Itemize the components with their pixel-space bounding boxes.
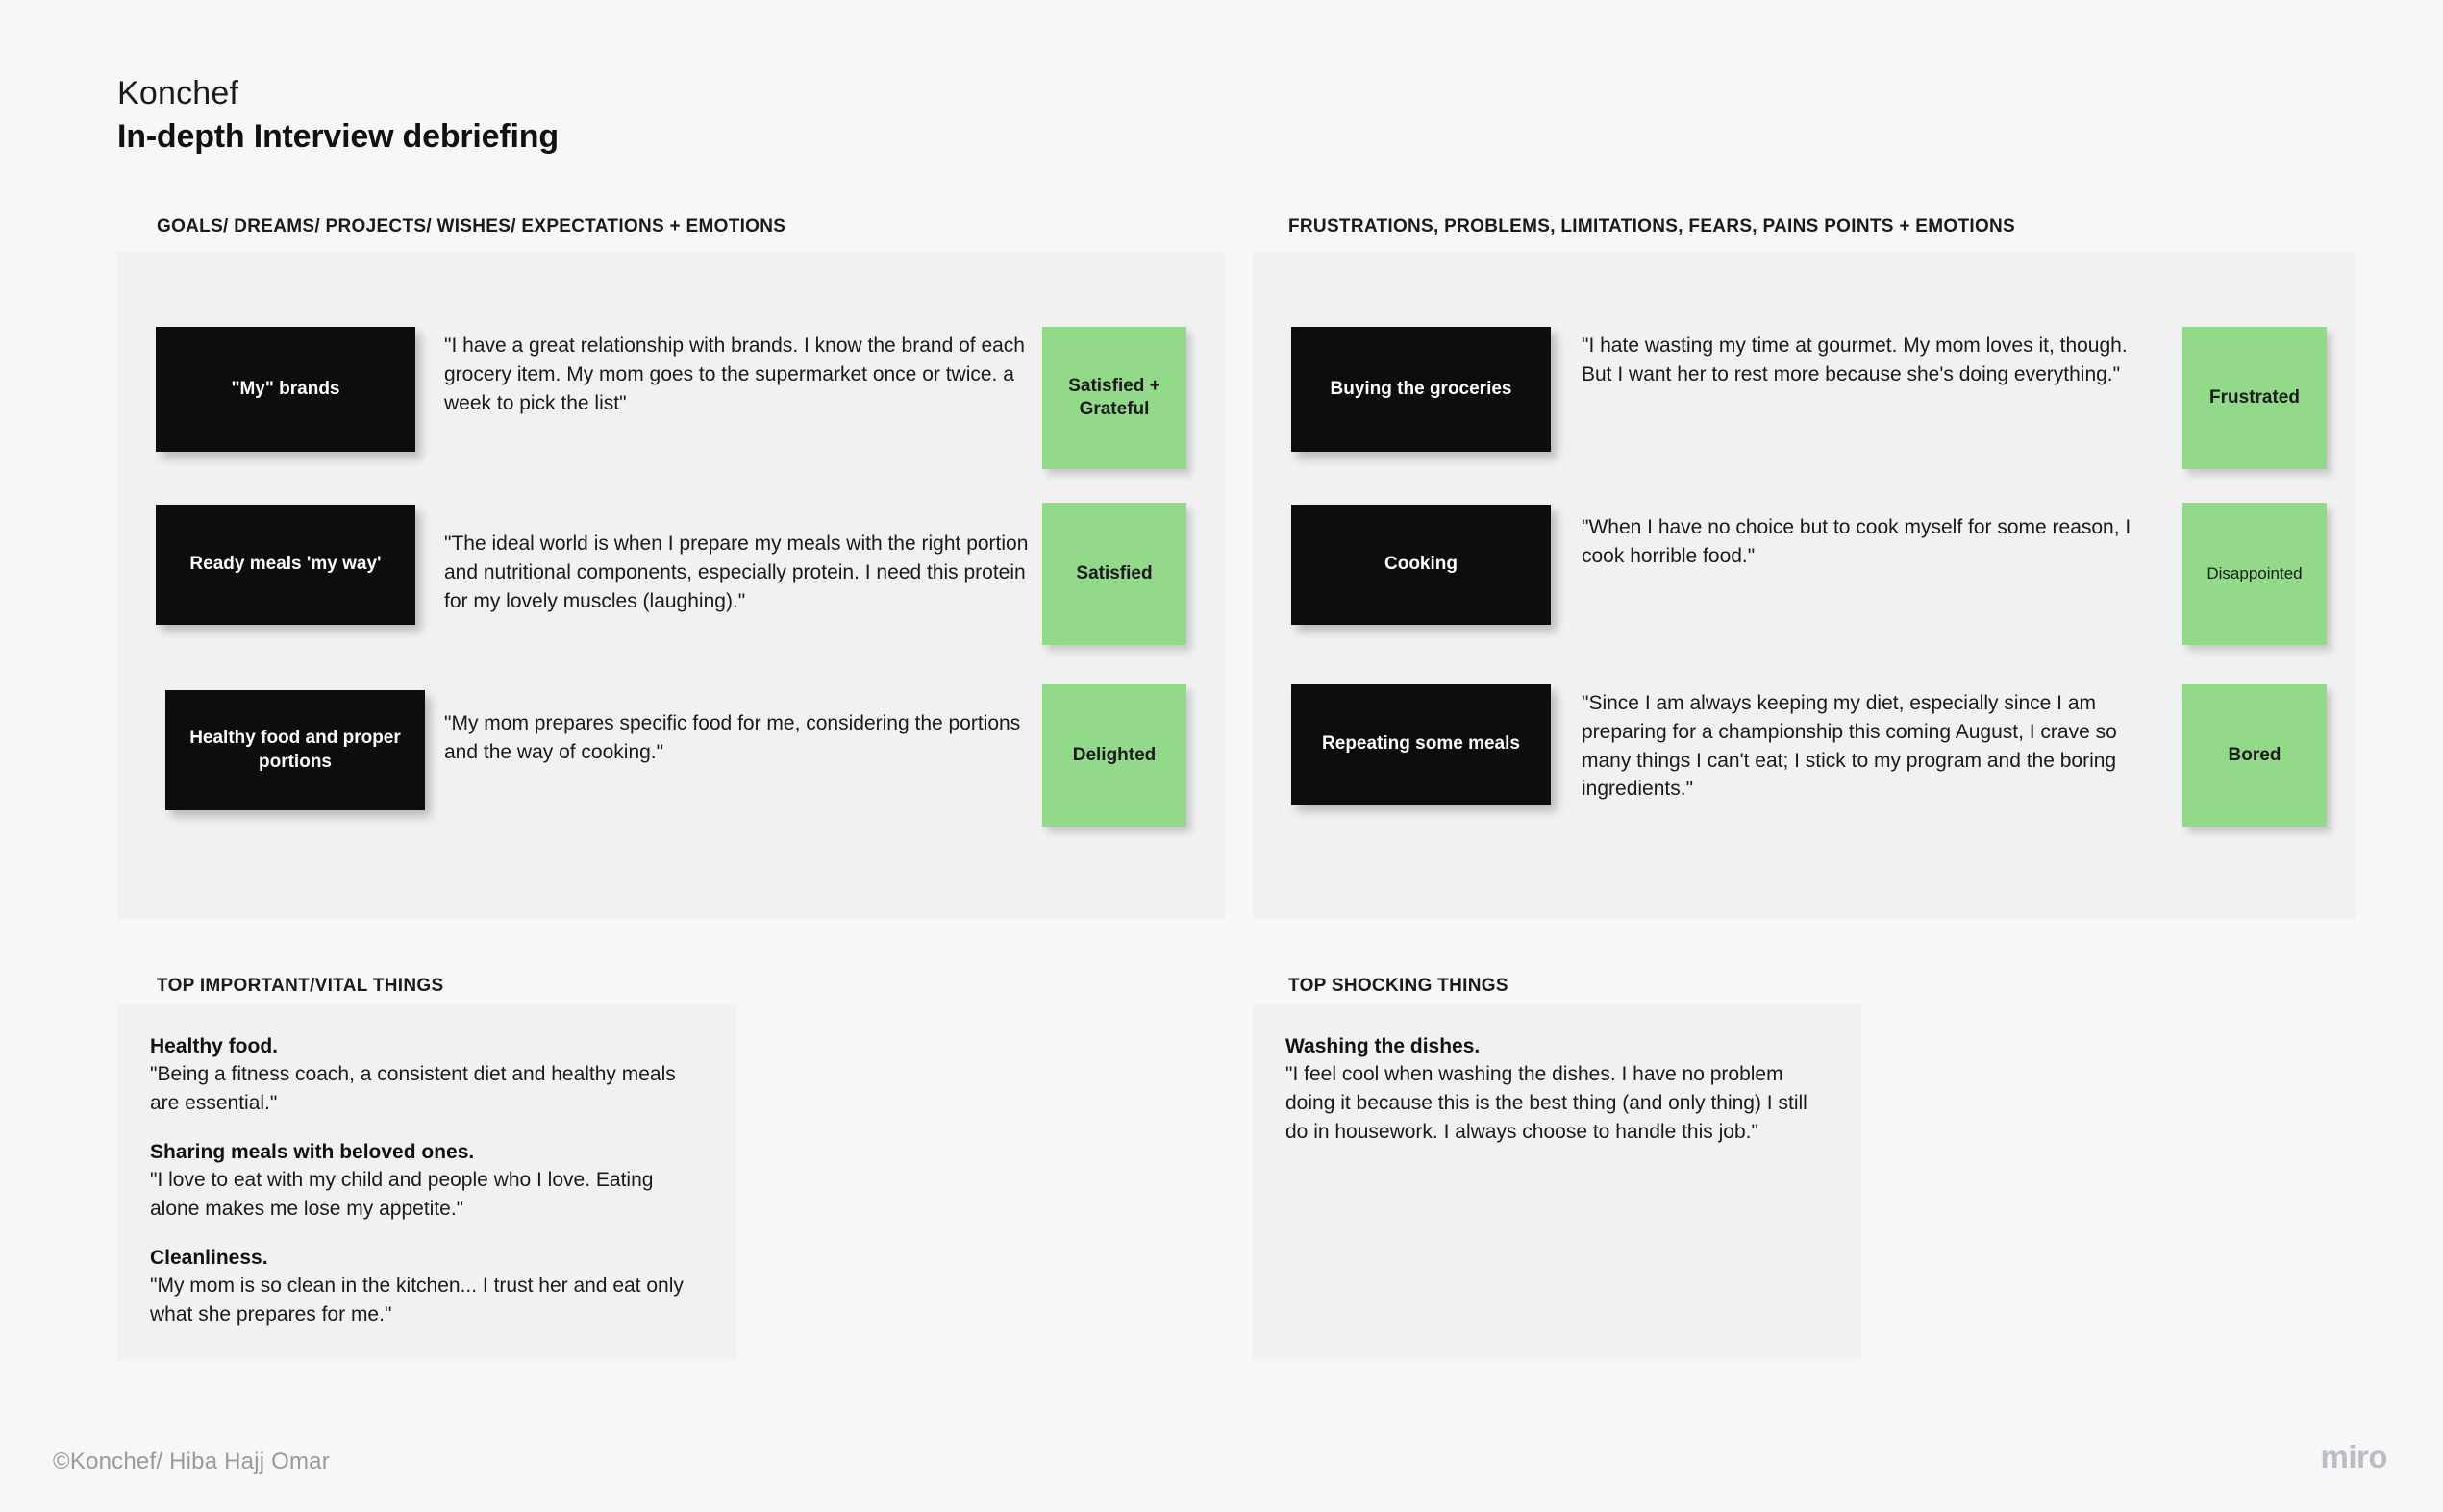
topic-card[interactable]: Healthy food and proper portions	[165, 690, 425, 810]
item-title: Sharing meals with beloved ones.	[150, 1140, 475, 1163]
item-body: "My mom is so clean in the kitchen... I trust her and eat only what she prepares for me."	[150, 1275, 684, 1326]
item-title: Healthy food.	[150, 1035, 279, 1057]
item-title: Cleanliness.	[150, 1246, 268, 1269]
brand-name: Konchef	[117, 75, 239, 112]
list-item	[150, 1245, 705, 1329]
quote-text: "When I have no choice but to cook myself for some reason, I cook horrible food."	[1582, 516, 2131, 567]
copyright-credit: ©Konchef/ Hiba Hajj Omar	[53, 1449, 330, 1475]
topic-card[interactable]: Buying the groceries	[1291, 327, 1551, 452]
emotion-sticky[interactable]: Bored	[2182, 684, 2327, 827]
miro-logo: miro	[2320, 1439, 2387, 1475]
page-header	[117, 75, 559, 156]
quote-text: "Since I am always keeping my diet, especially since I am preparing for a championship this coming August, I crave so many things I can't eat; I stick to my program and the boring ingredients."	[1582, 692, 2117, 801]
item-body: "Being a fitness coach, a consistent diet and healthy meals are essential."	[150, 1063, 676, 1115]
top-important-box	[117, 1004, 737, 1360]
quote-text: "My mom prepares specific food for me, considering the portions and the way of cooking."	[444, 712, 1021, 763]
emotion-sticky[interactable]: Satisfied + Grateful	[1042, 327, 1186, 469]
item-body: "I feel cool when washing the dishes. I have no problem doing it because this is the best thing (and only thing) I still do in housework. I always choose to handle this job."	[1285, 1063, 1807, 1143]
item-title: Washing the dishes.	[1285, 1035, 1481, 1057]
page-title: In-depth Interview debriefing	[117, 118, 559, 155]
section-label-top-shocking: TOP SHOCKING THINGS	[1288, 976, 1508, 996]
quote-text: "I have a great relationship with brands. I know the brand of each grocery item. My mom goes to the supermarket once or twice. a week to pick the list"	[444, 335, 1025, 414]
section-label-goals: GOALS/ DREAMS/ PROJECTS/ WISHES/ EXPECTATIONS + EMOTIONS	[157, 216, 786, 236]
section-label-frustrations: FRUSTRATIONS, PROBLEMS, LIMITATIONS, FEARS, PAINS POINTS + EMOTIONS	[1288, 216, 2016, 236]
top-shocking-box	[1253, 1004, 1861, 1360]
item-body: "I love to eat with my child and people who I love. Eating alone makes me lose my appetite."	[150, 1169, 654, 1221]
list-item	[150, 1139, 705, 1224]
topic-card[interactable]: Repeating some meals	[1291, 684, 1551, 805]
quote-text: "I hate wasting my time at gourmet. My mom loves it, though. But I want her to rest more because she's doing everything."	[1582, 335, 2128, 385]
topic-card[interactable]: Cooking	[1291, 505, 1551, 625]
topic-card[interactable]: "My" brands	[156, 327, 415, 452]
emotion-sticky[interactable]: Disappointed	[2182, 503, 2327, 645]
list-item	[150, 1033, 705, 1118]
emotion-sticky[interactable]: Delighted	[1042, 684, 1186, 827]
section-label-top-important: TOP IMPORTANT/VITAL THINGS	[157, 976, 444, 996]
emotion-sticky[interactable]: Satisfied	[1042, 503, 1186, 645]
emotion-sticky[interactable]: Frustrated	[2182, 327, 2327, 469]
topic-card[interactable]: Ready meals 'my way'	[156, 505, 415, 625]
quote-text: "The ideal world is when I prepare my meals with the right portion and nutritional components, especially protein. I need this protein for my lovely muscles (laughing)."	[444, 533, 1029, 612]
list-item	[1285, 1033, 1829, 1147]
